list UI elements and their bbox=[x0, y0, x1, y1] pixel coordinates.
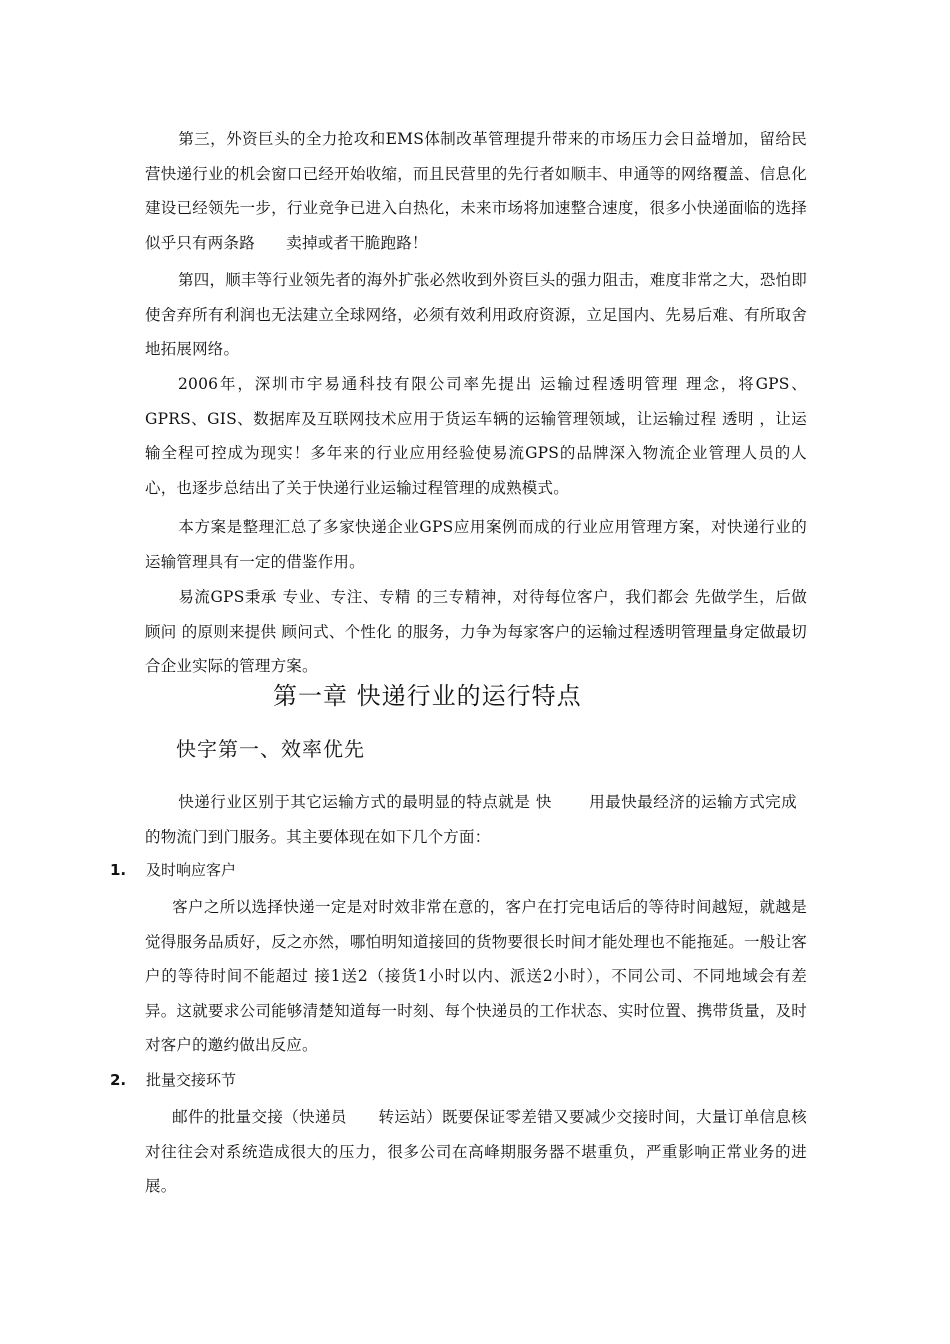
section-title: 快字第一、效率优先 bbox=[176, 737, 365, 761]
list-item-heading-2 bbox=[110, 1069, 236, 1090]
paragraph-fourth-point: 第四，顺丰等行业领先者的海外扩张必然收到外资巨头的强力阻击，难度非常之大，恐怕即使舍弃所有利润也无法建立全球网络，必须有效利用政府资源，立足国内、先易后难、有所取舍地拓展网络。 bbox=[145, 271, 807, 358]
paragraph-solution-summary: 本方案是整理汇总了多家快递企业GPS应用案例而成的行业应用管理方案，对快递行业的运输管理具有一定的借鉴作用。 bbox=[145, 518, 807, 571]
list-number: 1. bbox=[110, 861, 127, 879]
paragraph-customer-response: 客户之所以选择快递一定是对时效非常在意的，客户在打完电话后的等待时间越短，就越是觉得服务品质好，反之亦然，哪怕明知道接回的货物要很长时间才能处理也不能拖延。一般让客户的等待时间不能超过 接1送2（接货1小时以内、派送2小时），不同公司、不同地域会有差异。这就要求公司能够清楚知道每一时刻、每个快递员的工作状态、实时位置、携带货量，及时对客户的邀约做出反应。 bbox=[145, 898, 807, 1054]
chapter-title: 第一章 快递行业的运行特点 bbox=[273, 682, 582, 710]
paragraph-company-intro: 2006年，深圳市宇易通科技有限公司率先提出 运输过程透明管理 理念，将GPS、GPRS、GIS、数据库及互联网技术应用于货运车辆的运输管理领域，让运输过程 透明 ，让运输全程可控成为现实！多年来的行业应用经验使易流GPS的品牌深入物流企业管理人员的人心，也逐步总结出了关于快递行业运输过程管理的成熟模式。 bbox=[145, 375, 807, 497]
list-item-label: 及时响应客户 bbox=[146, 861, 237, 879]
paragraph-batch-handover: 邮件的批量交接（快递员 转运站）既要保证零差错又要减少交接时间，大量订单信息核对往往会对系统造成很大的压力，很多公司在高峰期服务器不堪重负，严重影响正常业务的进展。 bbox=[145, 1108, 807, 1195]
list-item-heading-1 bbox=[110, 859, 236, 880]
paragraph-third-point: 第三，外资巨头的全力抢攻和EMS体制改革管理提升带来的市场压力会日益增加，留给民营快递行业的机会窗口已经开始收缩，而且民营里的先行者如顺丰、申通等的网络覆盖、信息化建设已经领先一步，行业竞争已进入白热化，未来市场将加速整合速度，很多小快递面临的选择似乎只有两条路 卖掉或者干脆跑路！ bbox=[145, 130, 807, 252]
paragraph-speed-feature: 快递行业区别于其它运输方式的最明显的特点就是 快 用最快最经济的运输方式完成的物流门到门服务。其主要体现在如下几个方面： bbox=[145, 793, 797, 846]
list-number: 2. bbox=[110, 1071, 127, 1089]
paragraph-three-spirits: 易流GPS秉承 专业、专注、专精 的三专精神，对待每位客户，我们都会 先做学生，后做顾问 的原则来提供 顾问式、个性化 的服务，力争为每家客户的运输过程透明管理量身定做最切合企业实际的管理方案。 bbox=[145, 588, 807, 675]
list-item-label: 批量交接环节 bbox=[146, 1071, 237, 1089]
